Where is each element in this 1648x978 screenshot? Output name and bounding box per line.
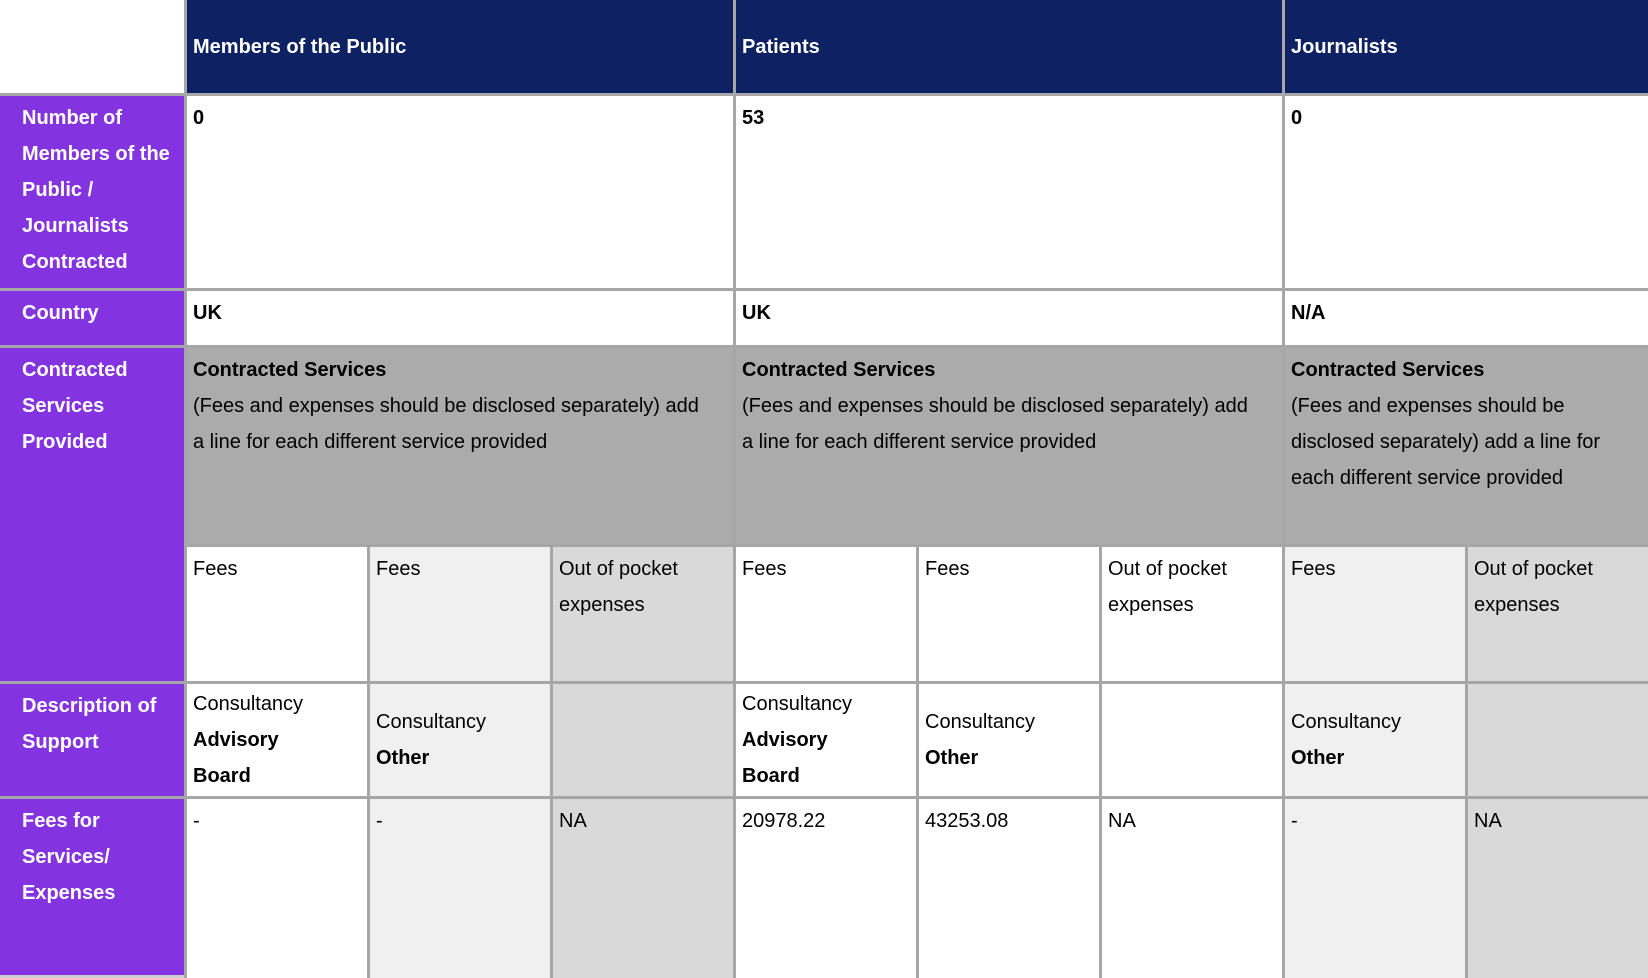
fee-type-header-members-out-of-pocket: Out of pocket expenses [553, 547, 733, 681]
fee-type-header-patients-out-of-pocket: Out of pocket expenses [1102, 547, 1282, 681]
fee-value-cell-patients-advisory-board: 20978.22 [736, 799, 916, 978]
fee-type-header-members-fees-2: Fees [370, 547, 550, 681]
service-type: Consultancy [1291, 711, 1402, 733]
description-cell-members-other [370, 684, 550, 796]
column-header-label: Patients [742, 35, 820, 58]
column-header-label: Members of the Public [193, 35, 407, 58]
row-header-contracted-services-provided: Contracted Services Provided [0, 348, 184, 681]
count-cell-members: 0 [187, 96, 733, 288]
service-subtype: Advisory Board [742, 729, 828, 787]
count-cell-patients: 53 [736, 96, 1282, 288]
services-note-cell-members [187, 348, 733, 544]
fee-value-cell-patients-out-of-pocket: NA [1102, 799, 1282, 978]
fee-value-cell-patients-other: 43253.08 [919, 799, 1099, 978]
fee-value-cell-journalists-out-of-pocket: NA [1468, 799, 1648, 978]
description-cell-members-advisory-board [187, 684, 367, 796]
row-header-number-contracted: Number of Members of the Public / Journalists Contracted [0, 96, 184, 288]
services-note-title: Contracted Services [193, 359, 387, 381]
fee-type-header-journalists-out-of-pocket: Out of pocket expenses [1468, 547, 1648, 681]
description-cell-members-empty [553, 684, 733, 796]
description-cell-patients-other [919, 684, 1099, 796]
service-type: Consultancy [742, 693, 853, 715]
country-cell-journalists: N/A [1285, 291, 1648, 345]
services-note-title: Contracted Services [742, 359, 936, 381]
column-header-journalists [1285, 0, 1648, 93]
service-type: Consultancy [925, 711, 1036, 733]
service-type: Consultancy [193, 693, 304, 715]
country-cell-members: UK [187, 291, 733, 345]
country-cell-patients: UK [736, 291, 1282, 345]
fee-type-header-members-fees-1: Fees [187, 547, 367, 681]
fee-type-header-patients-fees-1: Fees [736, 547, 916, 681]
fee-value-cell-members-out-of-pocket: NA [553, 799, 733, 978]
services-note-text: (Fees and expenses should be disclosed separately) add a line for each different service provided [742, 395, 1248, 453]
fee-value-cell-journalists-other: - [1285, 799, 1465, 978]
service-subtype: Other [1291, 747, 1345, 769]
fee-type-header-patients-fees-2: Fees [919, 547, 1099, 681]
fee-type-header-journalists-fees: Fees [1285, 547, 1465, 681]
services-note-title: Contracted Services [1291, 359, 1485, 381]
services-note-text: (Fees and expenses should be disclosed separately) add a line for each different service provided [193, 395, 699, 453]
fee-value-cell-members-other: - [370, 799, 550, 978]
service-subtype: Other [376, 747, 430, 769]
fee-value-cell-members-advisory-board: - [187, 799, 367, 978]
column-header-label: Journalists [1291, 35, 1398, 58]
services-note-text: (Fees and expenses should be disclosed separately) add a line for each different service provided [1291, 395, 1601, 489]
service-subtype: Other [925, 747, 979, 769]
row-header-fees-for-services-expenses: Fees for Services/ Expenses [0, 799, 184, 978]
column-header-members-of-the-public [187, 0, 733, 93]
description-cell-journalists-empty [1468, 684, 1648, 796]
services-note-cell-journalists [1285, 348, 1648, 544]
row-header-description-of-support: Description of Support [0, 684, 184, 796]
service-subtype: Advisory Board [193, 729, 279, 787]
description-cell-patients-empty [1102, 684, 1282, 796]
corner-cell [0, 0, 184, 93]
description-cell-journalists-other [1285, 684, 1465, 796]
count-cell-journalists: 0 [1285, 96, 1648, 288]
service-type: Consultancy [376, 711, 487, 733]
description-cell-patients-advisory-board [736, 684, 916, 796]
row-header-country: Country [0, 291, 184, 345]
services-note-cell-patients [736, 348, 1282, 544]
column-header-patients [736, 0, 1282, 93]
